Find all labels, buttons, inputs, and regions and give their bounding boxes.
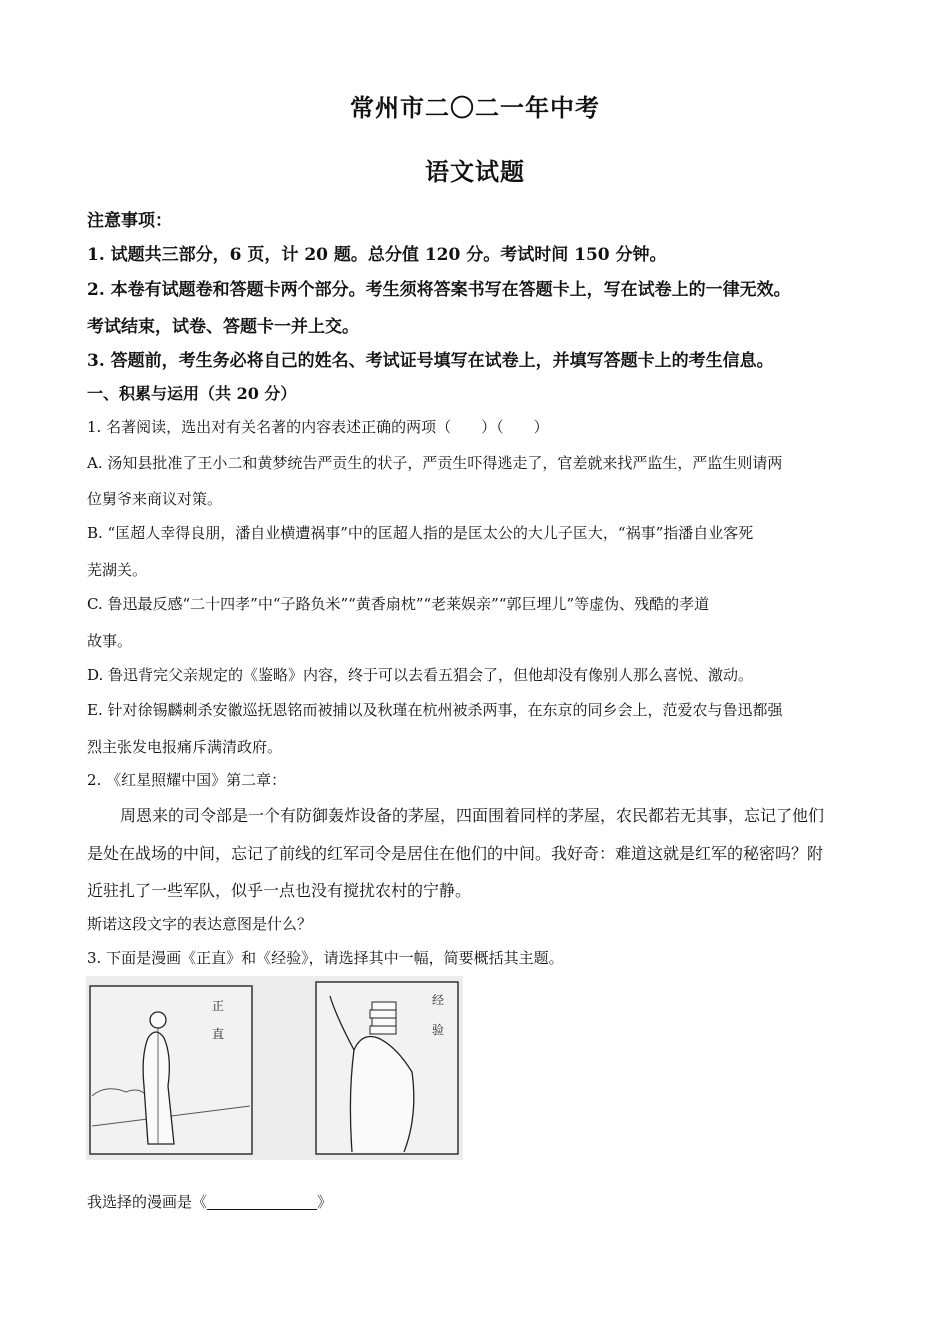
q2-passage-line: 近驻扎了一些军队，似乎一点也没有搅扰农村的宁静。: [87, 881, 472, 900]
q3-stem: 3. 下面是漫画《正直》和《经验》，请选择其中一幅，简要概括其主题。: [87, 949, 564, 967]
q1-option-d: D. 鲁迅背完父亲规定的《鉴略》内容，终于可以去看五猖会了，但他却没有像别人那么喜悦、激动。: [87, 666, 754, 684]
comic-left-label-1: 正: [212, 999, 225, 1013]
q1-option-a-cont: 位舅爷来商议对策。: [87, 490, 223, 508]
q1-option-a: A. 汤知县批准了王小二和黄梦统告严贡生的状子，严贡生吓得逃走了，官差就来找严监生，严监生则请两: [87, 454, 783, 472]
q1-option-b: B. “匡超人幸得良朋，潘自业横遭祸事”中的匡超人指的是匡太公的大儿子匡大，“祸事”指潘自业客死: [87, 524, 754, 542]
q1-option-b-cont: 芜湖关。: [87, 561, 148, 579]
comic-right-label-2: 验: [432, 1023, 445, 1037]
q3-answer-prefix: 我选择的漫画是《: [87, 1193, 208, 1211]
note-item: 3. 答题前，考生务必将自己的姓名、考试证号填写在试卷上，并填写答题卡上的考生信息。: [87, 351, 774, 371]
q1-option-c: C. 鲁迅最反感“二十四孝”中“子路负米”“黄香扇枕”“老莱娱亲”“郭巨埋儿”等虚伪、残酷的孝道: [87, 595, 710, 613]
comic-image: [86, 976, 463, 1160]
q2-passage-line: 周恩来的司令部是一个有防御轰炸设备的茅屋，四面围着同样的茅屋，农民都若无其事，忘记了他们: [120, 806, 825, 825]
note-item: 1. 试题共三部分，6 页，计 20 题。总分值 120 分。考试时间 150 分钟。: [87, 245, 667, 265]
q2-passage-line: 是处在战场的中间，忘记了前线的红军司令是居住在他们的中间。我好奇：难道这就是红军的秘密吗？附: [87, 844, 824, 863]
q3-answer-suffix: 》: [317, 1193, 333, 1211]
comic-illustration: [86, 976, 463, 1160]
q1-option-e: E. 针对徐锡麟刺杀安徽巡抚恩铭而被捕以及秋瑾在杭州被杀两事，在东京的同乡会上，范爱农与鲁迅都强: [87, 701, 783, 719]
q3-answer-line: [87, 1191, 867, 1212]
q3-answer-blank[interactable]: [207, 1193, 317, 1210]
q2-question: 斯诺这段文字的表达意图是什么？: [87, 915, 313, 933]
q1-option-e-cont: 烈主张发电报痛斥满清政府。: [87, 738, 283, 756]
note-item: 2. 本卷有试题卷和答题卡两个部分。考生须将答案书写在答题卡上，写在试卷上的一律无效。: [87, 280, 791, 300]
q1-stem: 1. 名著阅读，选出对有关名著的内容表述正确的两项（ ）（ ）: [87, 418, 549, 436]
notes-heading: 注意事项：: [87, 211, 172, 231]
exam-subtitle: 语文试题: [425, 157, 525, 186]
section-heading: 一、积累与运用（共 20 分）: [87, 384, 297, 403]
note-item: 考试结束，试卷、答题卡一并上交。: [87, 317, 359, 337]
exam-title: 常州市二〇二一年中考: [350, 93, 600, 122]
comic-left-label-2: 直: [212, 1027, 225, 1041]
comic-right-label-1: 经: [432, 993, 445, 1007]
q2-stem: 2. 《红星照耀中国》第二章：: [87, 771, 287, 789]
q1-option-c-cont: 故事。: [87, 632, 133, 650]
